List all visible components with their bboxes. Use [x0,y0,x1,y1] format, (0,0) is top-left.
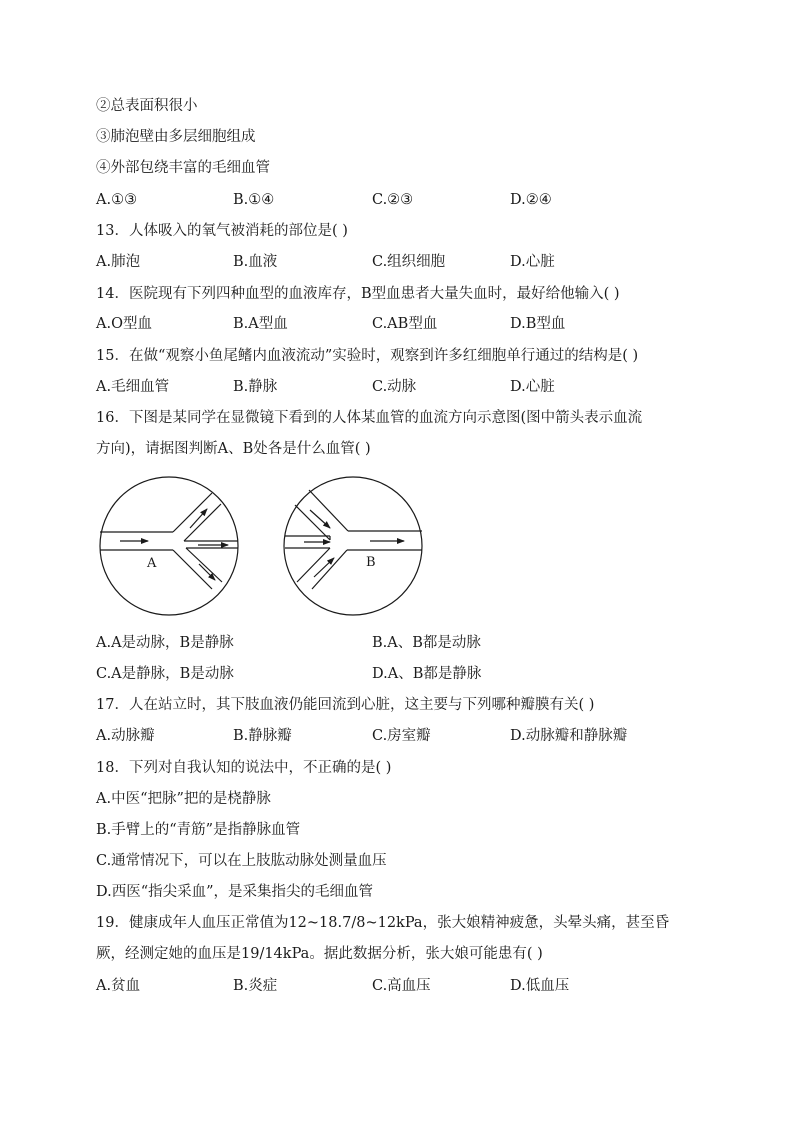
q19-stem-line1: 19．健康成年人血压正常值为12~18.7/8~12kPa，张大娘精神疲惫，头晕头痛，甚至昏 [96,915,670,931]
q15-stem: 15．在做“观察小鱼尾鳍内血液流动”实验时，观察到许多红细胞单行通过的结构是( ) [96,348,639,364]
vessel-b-circle [284,477,422,615]
q12-option-a: A.①③ [96,192,138,208]
q17-option-b: B.静脉瓣 [233,728,292,744]
q14-option-a: A.O型血 [96,316,152,332]
q13-option-d: D.心脏 [510,254,555,270]
q12-option-d: D.②④ [510,192,552,208]
q16-option-d: D.A、B都是静脉 [372,666,482,682]
q15-option-b: B.静脉 [233,379,278,395]
statement-4: ④外部包绕丰富的毛细血管 [96,160,270,176]
q19-option-b: B.炎症 [233,978,278,994]
q17-option-a: A.动脉瓣 [96,728,155,744]
q14-stem: 14．医院现有下列四种血型的血液库存，B型血患者大量失血时，最好给他输入( ) [96,286,620,302]
q17-option-d: D.动脉瓣和静脉瓣 [510,728,628,744]
q17-stem: 17．人在站立时，其下肢血液仍能回流到心脏，这主要与下列哪种瓣膜有关( ) [96,697,595,713]
q18-option-d: D.西医“指尖采血”，是采集指尖的毛细血管 [96,884,374,900]
q12-option-c: C.②③ [372,192,414,208]
q19-option-d: D.低血压 [510,978,570,994]
q15-option-c: C.动脉 [372,379,417,395]
q19-option-c: C.高血压 [372,978,431,994]
flow-arrow-icon [310,510,330,528]
q16-stem-line2: 方向)，请据图判断A、B处各是什么血管( ) [96,441,371,457]
q18-option-c: C.通常情况下，可以在上肢肱动脉处测量血压 [96,853,387,869]
vessel-b-diagram [284,477,422,615]
q15-option-d: D.心脏 [510,379,555,395]
q13-option-a: A.肺泡 [96,254,141,270]
label-b: B [366,555,376,570]
q13-option-b: B.血液 [233,254,278,270]
q17-option-c: C.房室瓣 [372,728,431,744]
q13-stem: 13．人体吸入的氧气被消耗的部位是( ) [96,223,348,239]
q14-option-d: D.B型血 [510,316,566,332]
q16-stem-line1: 16．下图是某同学在显微镜下看到的人体某血管的血流方向示意图(图中箭头表示血流 [96,410,643,426]
q12-option-b: B.①④ [233,192,275,208]
label-a: A [147,556,157,571]
q15-option-a: A.毛细血管 [96,379,170,395]
q18-option-b: B.手臂上的“青筋”是指静脉血管 [96,822,301,838]
blood-vessel-diagram [98,476,438,622]
statement-3: ③肺泡壁由多层细胞组成 [96,129,256,145]
q13-option-c: C.组织细胞 [372,254,446,270]
q18-stem: 18．下列对自我认知的说法中，不正确的是( ) [96,760,392,776]
vessel-a-diagram [100,477,238,615]
q18-option-a: A.中医“把脉”把的是桡静脉 [96,791,271,807]
q19-option-a: A.贫血 [96,978,141,994]
statement-2: ②总表面积很小 [96,98,198,114]
q16-option-b: B.A、B都是动脉 [372,635,481,651]
q16-option-a: A.A是动脉，B是静脉 [96,635,234,651]
q19-stem-line2: 厥，经测定她的血压是19/14kPa。据此数据分析，张大娘可能患有( ) [96,946,543,962]
q14-option-b: B.A型血 [233,316,288,332]
q14-option-c: C.AB型血 [372,316,438,332]
vessel-a-circle [100,477,238,615]
q16-option-c: C.A是静脉，B是动脉 [96,666,234,682]
